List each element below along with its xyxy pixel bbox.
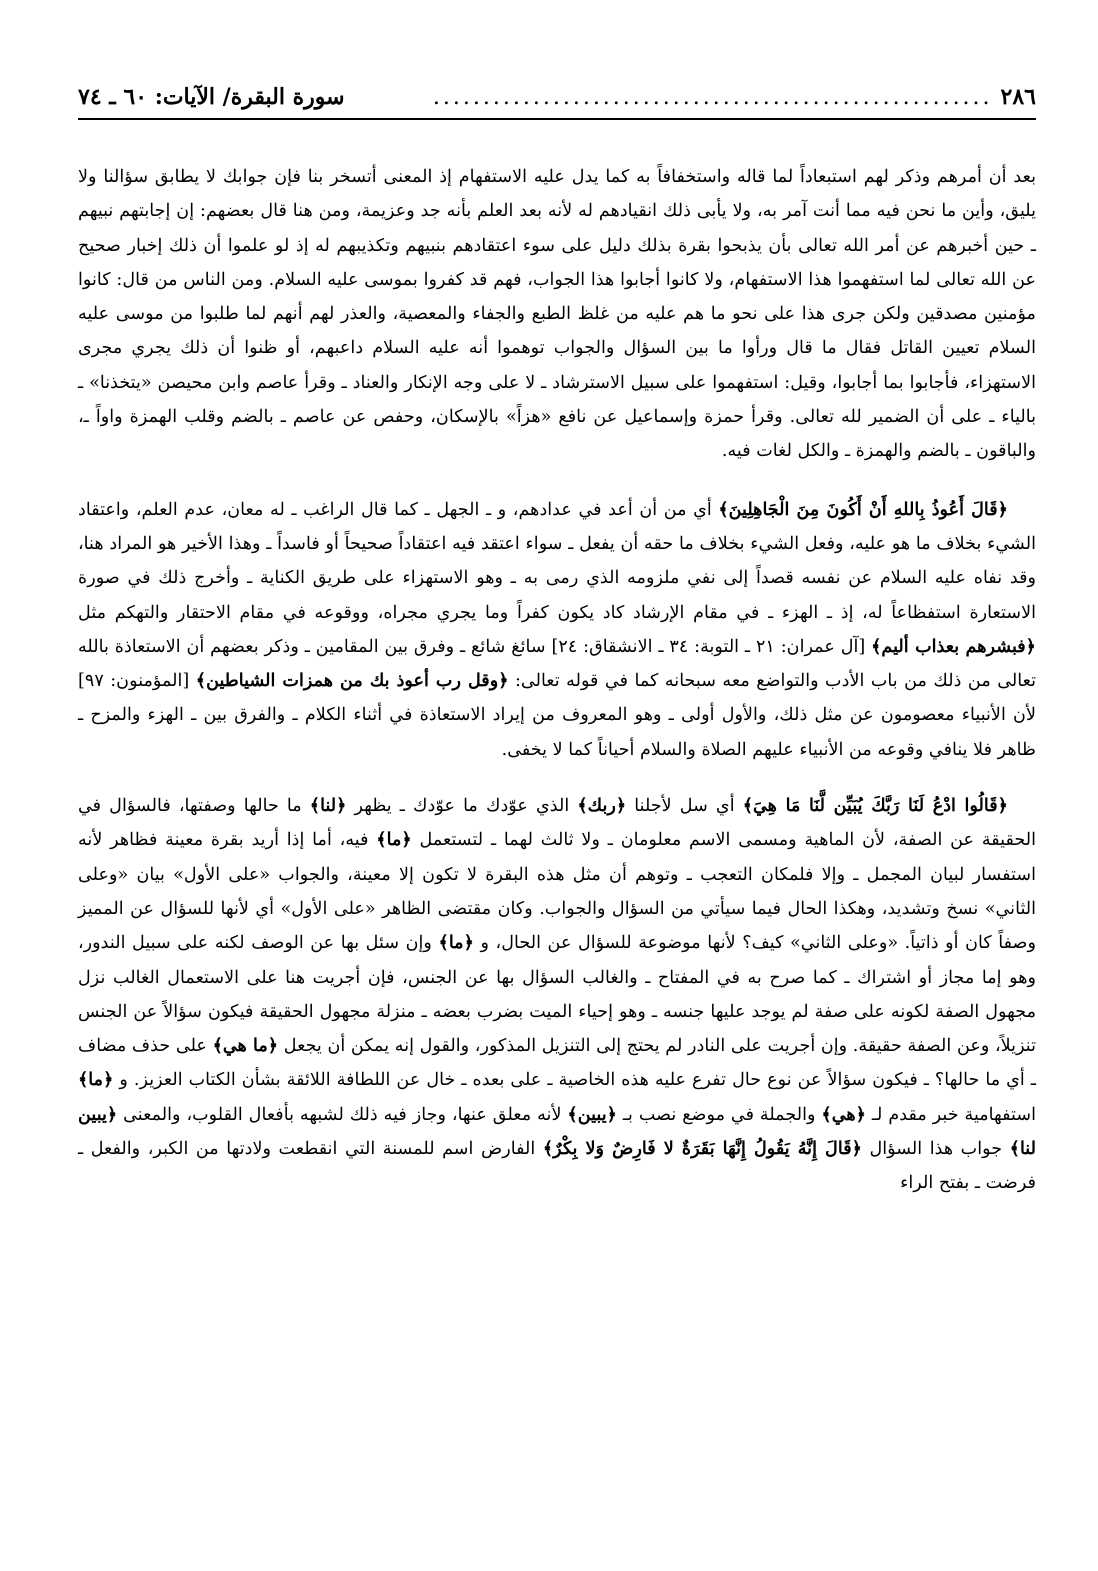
commentary-text: بعد أن أمرهم وذكر لهم استبعاداً لما قاله واستخفافاً به كما يدل عليه الاستفهام إذ المعنى أتسخر بنا فإن جوابك لا يطابق سؤالنا ولا يليق، وأين ما نحن فيه مما أنت آمر به، ولا يأبى ذلك انقيادهم له لأنه بعد العلم بأنه جد وعزيمة، ومن هنا قال بعضهم: إن إجابتهم نبيهم ـ حين أخبرهم عن أمر الله تعالى بأن يذبحوا بقرة بذلك دليل على سوء اعتقادهم بنبيهم وتكذيبهم له إذ لو علموا أن ذلك إخبار صحيح عن الله تعالى لما استفهموا هذا الاستفهام، ولا كانوا أجابوا هذا الجواب، فهم قد كفروا بموسى عليه السلام. ومن الناس من قال: كانوا مؤمنين مصدقين ولكن جرى هذا على نحو ما هم عليه من غلظ الطبع والجفاء والمعصية، والعذر لهم أنهم لما طلبوا من موسى عليه السلام تعيين القاتل فقال ما قال ورأوا ما بين السؤال والجواب توهموا أنه عليه السلام داعبهم، أو ظنوا أن ذلك يجري مجرى الاستهزاء، فأجابوا بما أجابوا، وقيل: استفهموا على سبيل الاسترشاد ـ لا على وجه الإنكار والعناد ـ وقرأ عاصم وابن محيصن «يتخذنا» ـ بالياء ـ على أن الضمير لله تعالى. وقرأ حمزة وإسماعيل عن نافع «هزاً» بالإسكان، وحفص عن عاصم ـ بالضم وقلب الهمزة واواً ـ، والباقون ـ بالضم والهمزة ـ والكل لغات فيه.	[78, 167, 1036, 462]
quran-quote: ﴿ما﴾	[438, 932, 474, 954]
quran-quote: ﴿هي﴾	[821, 1103, 866, 1125]
paragraph-1	[78, 160, 1036, 469]
commentary-text: فيه، أما إذا أريد بقرة معينة فظاهر لأنه استفسار لبيان المجمل ـ وإلا فلمكان التعجب ـ وتوهم أن مثل هذه البقرة لا تكون إلا معينة، والجواب «على الأول» بيان «وعلى الثاني» نسخ وتشديد، وهكذا الحال فيما سيأتي من السؤال والجواب. وكان مقتضى الظاهر «على الأول» أي لأنها للسؤال عن المميز وصفاً كان أو ذاتياً. «وعلى الثاني» كيف؟ لأنها موضوعة للسؤال عن الحال، و	[78, 830, 1036, 954]
quran-quote: ﴿يبين﴾	[567, 1103, 617, 1125]
running-header	[78, 80, 1036, 114]
page-number: ٢٨٦	[1000, 84, 1036, 110]
commentary-text: والجملة في موضع نصب بـ	[616, 1104, 822, 1125]
commentary-text: الذي عوّدك ما عوّدك ـ يظهر	[346, 796, 578, 817]
book-page	[78, 80, 1036, 1560]
commentary-text: أي سل لأجلنا	[626, 796, 743, 817]
quran-quote: ﴿قَالَ أَعُوذُ بِاللهِ أَنْ أَكُونَ مِنَ الْجَاهِلِينَ﴾	[718, 498, 1008, 520]
commentary-text: أي من أن أعد في عدادهم، و ـ الجهل ـ كما قال الراغب ـ له معان، عدم العلم، واعتقاد الشيء بخلاف ما هو عليه، وفعل الشيء بخلاف ما حقه أن يفعل ـ سواء اعتقد فيه اعتقاداً صحيحاً أو فاسداً ـ وهذا الأخير هو المراد هنا، وقد نفاه عليه السلام عن نفسه قصداً إلى نفي ملزومه الذي رمى به ـ وهو الاستهزاء على طريق الكناية ـ وأخرج ذلك في صورة الاستعارة استفظاعاً له، إذ ـ الهزء ـ في مقام الإرشاد كاد يكون كفراً وما يجري مجراه، ووقوعه في مقام الاحتقار والتهكم مثل	[78, 499, 1036, 623]
commentary-text: وإن سئل بها عن الوصف لكنه على سبيل الندور، وهو إما مجاز أو اشتراك ـ كما صرح به في المفتاح ـ والغالب السؤال بها عن الجنس، فإن أجريت هنا على الاستعمال الغالب نزل مجهول الصفة لكونه على صفة لم يوجد عليها جنسه ـ وهو إحياء الميت بضرب بعضه ـ منزلة مجهول الحقيقة فيكون سؤالاً عن الجنس تنزيلاً، وعن الصفة حقيقة. وإن أجريت على النادر لم يحتج إلى التنزيل المذكور، والقول إنه يمكن أن يجعل	[78, 933, 1036, 1057]
commentary-text: [المؤمنون: ٩٧] لأن الأنبياء معصومون عن مثل ذلك، والأول أولى ـ وهو المعروف من إيراد الاستعاذة في أثناء الكلام ـ والفرق بين ـ الهزء والمزح ـ ظاهر فلا ينافي وقوعه من الأنبياء عليهم الصلاة والسلام أحياناً كما لا يخفى.	[78, 671, 1036, 760]
quran-quote: ﴿ربك﴾	[577, 795, 627, 817]
quran-quote: ﴿فبشرهم بعذاب أليم﴾	[871, 635, 1036, 657]
header-rule	[78, 118, 1036, 120]
quran-quote: ﴿وقل رب أعوذ بك من همزات الشياطين﴾	[195, 670, 509, 692]
quran-quote: ﴿قَالَ إِنَّهُ يَقُولُ إِنَّهَا بَقَرَةٌ لا فَارِضٌ وَلا بِكْرٌ﴾	[542, 1138, 862, 1160]
commentary-text: لأنه معلق عنها، وجاز فيه ذلك لشبهه بأفعال القلوب، والمعنى	[117, 1104, 568, 1125]
paragraph-3	[78, 789, 1036, 1201]
commentary-text: استفهامية خبر مقدم لـ	[865, 1104, 1036, 1125]
header-title: سورة البقرة/ الآيات: ٦٠ ـ ٧٤	[78, 84, 345, 110]
quran-quote: ﴿لنا﴾	[309, 795, 347, 817]
commentary-text: على حذف مضاف ـ أي ما حالها؟ ـ فيكون سؤالاً عن نوع حال تفرع عليه هذه الخاصية ـ على بعده ـ خال عن اللطافة اللائقة بشأن الكتاب العزيز. و	[78, 1036, 1036, 1091]
quran-quote: ﴿قَالُوا ادْعُ لَنَا رَبَّكَ يُبَيِّن لَّنَا مَا هِيَ﴾	[742, 795, 1008, 817]
quran-quote: ﴿يبين لنا﴾	[78, 1103, 1036, 1160]
quran-quote: ﴿ما﴾	[376, 829, 412, 851]
paragraph-2	[78, 493, 1036, 767]
quran-quote: ﴿ما﴾	[78, 1069, 114, 1091]
commentary-text: ما حالها وصفتها، فالسؤال في الحقيقة عن الصفة، لأن الماهية ومسمى الاسم معلومان ـ ولا ثالث لهما ـ لتستعمل	[78, 796, 1036, 851]
quran-quote: ﴿ما هي﴾	[212, 1035, 279, 1057]
commentary-text: الفارض اسم للمسنة التي انقطعت ولادتها من الكبر، والفعل ـ فرضت ـ بفتح الراء	[78, 1139, 1036, 1194]
commentary-text: جواب هذا السؤال	[861, 1139, 1010, 1160]
commentary-text: [آل عمران: ٢١ ـ التوبة: ٣٤ ـ الانشقاق: ٢٤] سائغ شائع ـ وفرق بين المقامين ـ وذكر بعضهم أن الاستعاذة بالله تعالى من ذلك من باب الأدب والتواضع معه سبحانه كما في قوله تعالى:	[78, 636, 1036, 692]
header-leader-dots: ........................................................	[432, 85, 993, 110]
